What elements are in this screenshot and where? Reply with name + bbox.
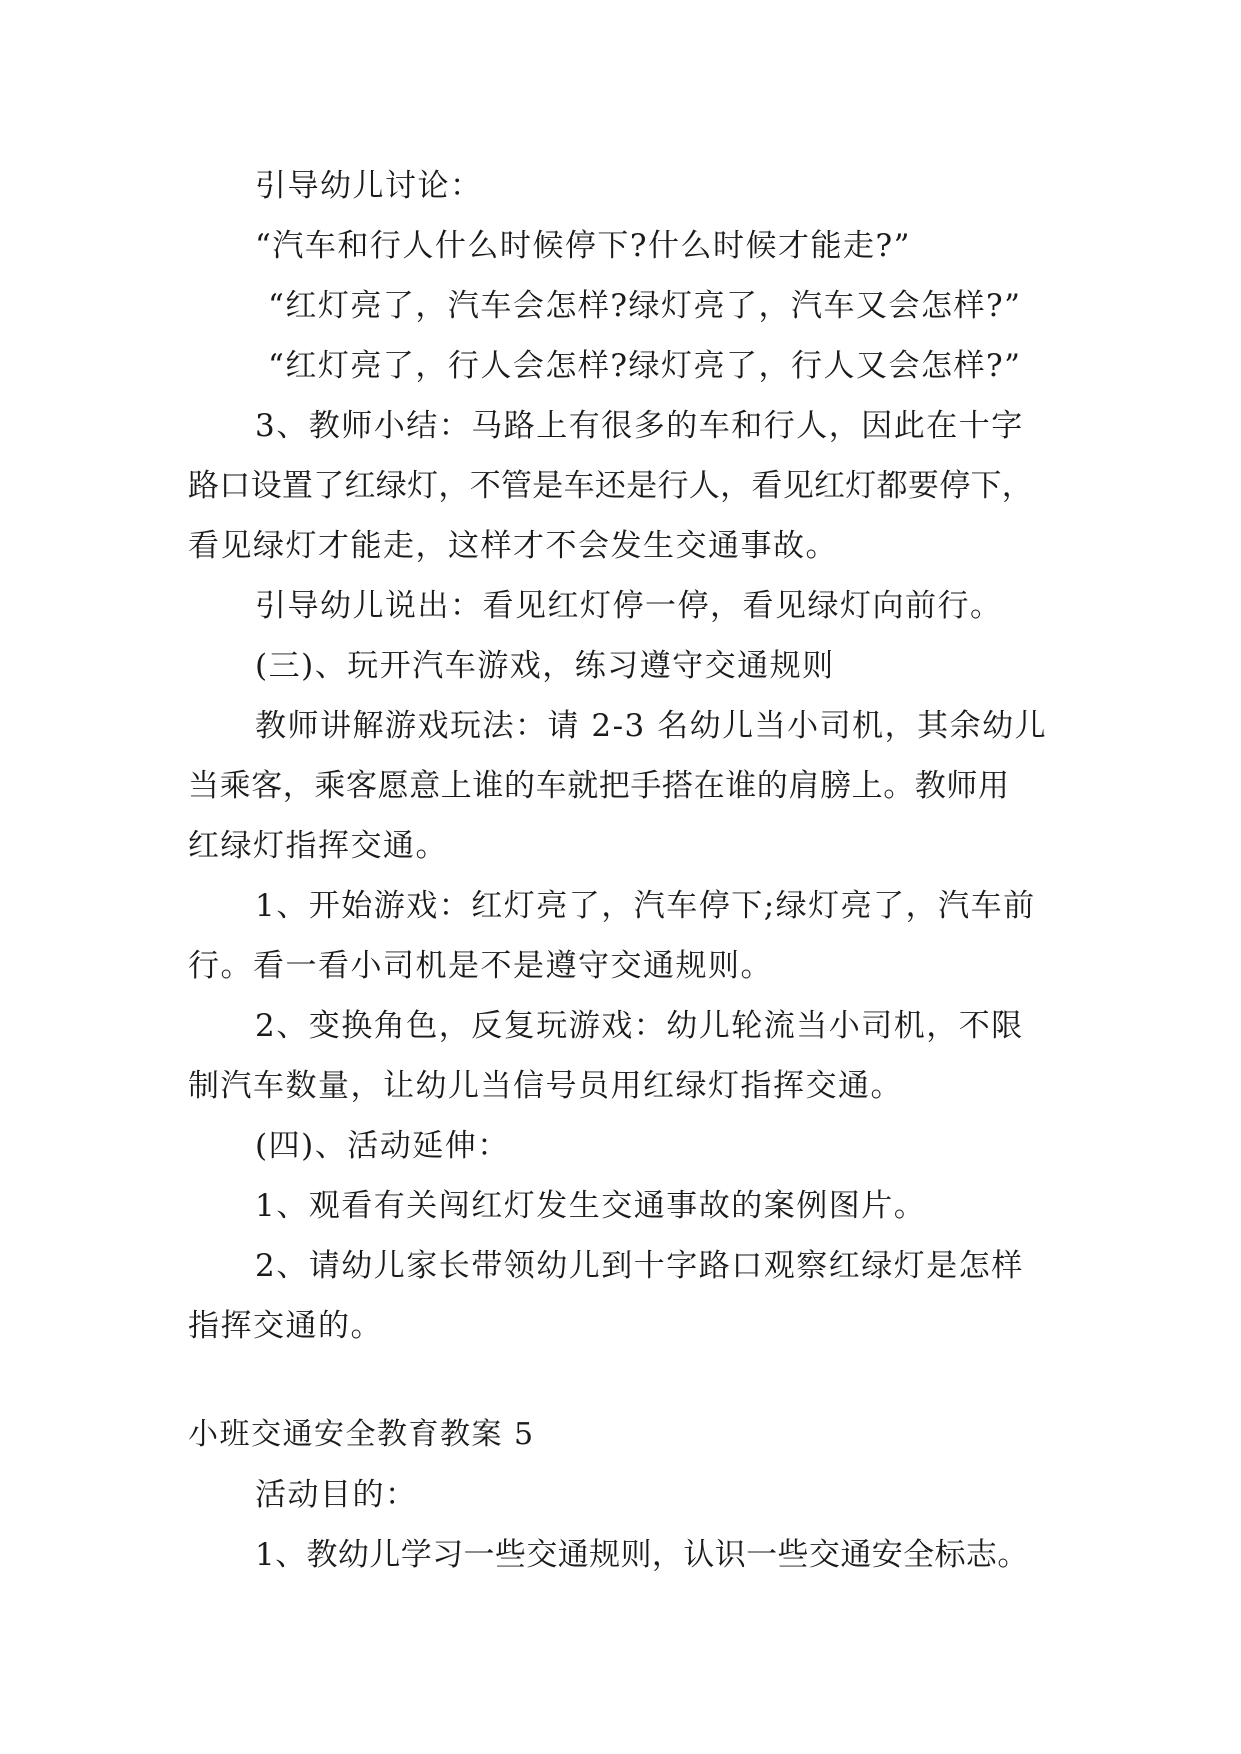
section-heading: (四)、活动延伸：: [255, 1128, 510, 1164]
paragraph-line: 1、教幼儿学习一些交通规则，认识一些交通安全标志。: [255, 1537, 1029, 1573]
paragraph-line: 2、变换角色，反复玩游戏：幼儿轮流当小司机，不限: [255, 1008, 1024, 1044]
paragraph-line: 2、请幼儿家长带领幼儿到十字路口观察红绿灯是怎样: [255, 1248, 1024, 1284]
paragraph-line: 指挥交通的。: [188, 1308, 383, 1344]
document-title: 小班交通安全教育教案 5: [188, 1417, 535, 1452]
paragraph-line: 制汽车数量，让幼儿当信号员用红绿灯指挥交通。: [188, 1068, 903, 1104]
quote-line: “汽车和行人什么时候停下?什么时候才能走?”: [255, 228, 911, 264]
paragraph-line: 当乘客，乘客愿意上谁的车就把手搭在谁的肩膀上。教师用: [188, 768, 1010, 804]
paragraph-line: 引导幼儿讨论：: [255, 168, 483, 204]
quote-line: “红灯亮了，行人会怎样?绿灯亮了，行人又会怎样?”: [268, 348, 1022, 384]
paragraph-line: 路口设置了红绿灯，不管是车还是行人，看见红灯都要停下，: [188, 468, 1034, 504]
paragraph-line: 1、观看有关闯红灯发生交通事故的案例图片。: [255, 1188, 927, 1224]
section-heading: (三)、玩开汽车游戏，练习遵守交通规则: [255, 648, 835, 684]
quote-line: “红灯亮了，汽车会怎样?绿灯亮了，汽车又会怎样?”: [268, 288, 1022, 324]
paragraph-line: 1、开始游戏：红灯亮了，汽车停下;绿灯亮了，汽车前: [255, 888, 1036, 924]
paragraph-line: 活动目的：: [255, 1477, 418, 1513]
paragraph-line: 3、教师小结：马路上有很多的车和行人，因此在十字: [255, 408, 1024, 444]
paragraph-line: 看见绿灯才能走，这样才不会发生交通事故。: [188, 528, 838, 564]
paragraph-line: 引导幼儿说出：看见红灯停一停，看见绿灯向前行。: [255, 588, 1003, 624]
paragraph-line: 红绿灯指挥交通。: [188, 828, 448, 864]
paragraph-line: 教师讲解游戏玩法：请 2-3 名幼儿当小司机，其余幼儿: [255, 708, 1048, 744]
paragraph-line: 行。看一看小司机是不是遵守交通规则。: [188, 948, 773, 984]
